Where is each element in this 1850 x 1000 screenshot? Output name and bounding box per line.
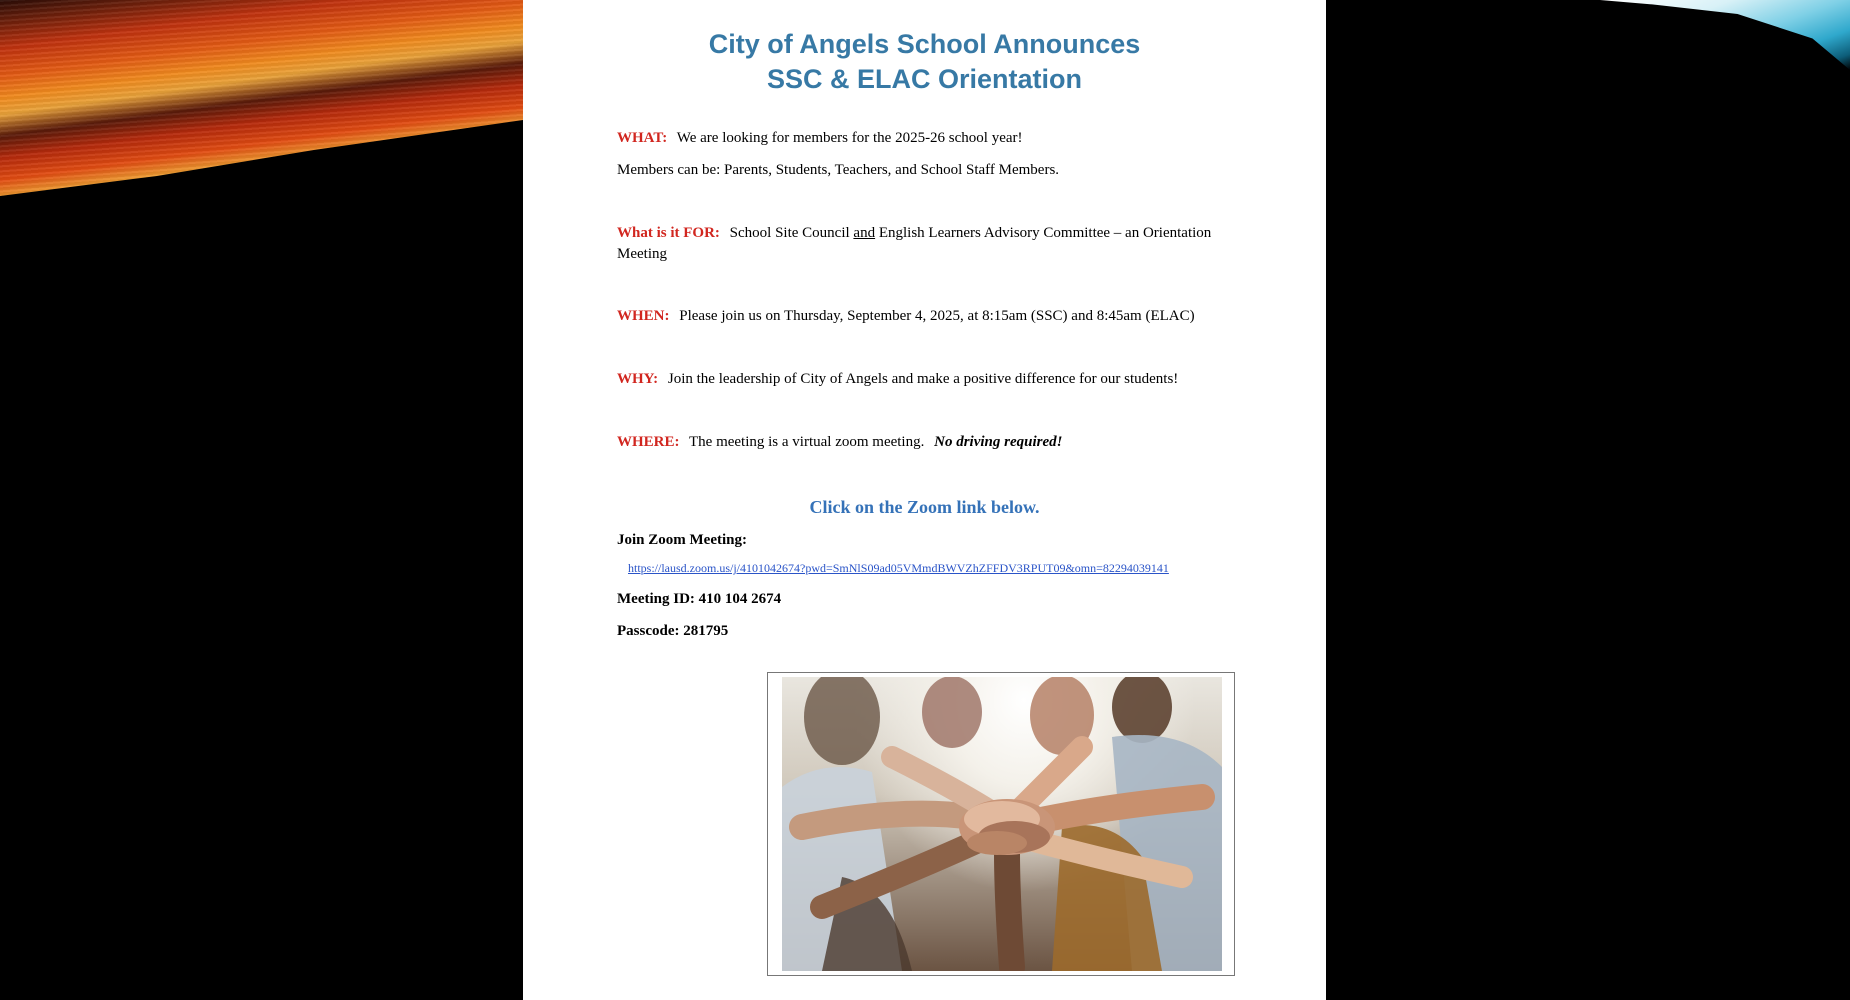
title-line-1: City of Angels School Announces — [708, 29, 1141, 59]
where-label: WHERE: — [617, 434, 680, 450]
what-line — [617, 128, 1257, 149]
meeting-id: Meeting ID: 410 104 2674 — [617, 591, 782, 607]
for-label: What is it FOR: — [617, 225, 720, 241]
stacked-hands-photo — [782, 677, 1222, 971]
join-zoom-label: Join Zoom Meeting: — [617, 532, 747, 548]
what-label: WHAT: — [617, 130, 668, 146]
passcode: Passcode: 281795 — [617, 623, 729, 639]
when-text: Please join us on Thursday, September 4, 2025, at 8:15am (SSC) and 8:45am (ELAC) — [679, 308, 1195, 324]
for-text-2: English Learners Advisory Committee – an Orientation Meeting — [617, 225, 1212, 262]
for-text-and: and — [853, 225, 876, 241]
photo-frame — [767, 672, 1235, 976]
zoom-meeting-link[interactable]: https://lausd.zoom.us/j/4101042674?pwd=SmNlS09ad05VMmdBWVZhZFFDV3RPUT09&omn=82294039141 — [628, 561, 1169, 575]
for-line — [617, 223, 1257, 265]
why-text: Join the leadership of City of Angels and make a positive difference for our students! — [667, 371, 1179, 387]
where-line — [617, 432, 1257, 453]
decorative-swoosh-right — [1600, 0, 1850, 70]
zoom-cta: Click on the Zoom link below. — [809, 497, 1040, 517]
when-line — [617, 306, 1257, 327]
decorative-swoosh-left — [0, 0, 523, 200]
title-line-2: SSC & ELAC Orientation — [766, 64, 1083, 94]
what-text: We are looking for members for the 2025-26 school year! — [676, 130, 1023, 146]
members-line: Members can be: Parents, Students, Teachers, and School Staff Members. — [617, 162, 1060, 178]
where-text: The meeting is a virtual zoom meeting. — [689, 434, 925, 450]
for-text-1: School Site Council — [729, 225, 850, 241]
where-emphasis: No driving required! — [934, 434, 1063, 450]
why-line — [617, 369, 1257, 390]
stacked-hands-illustration — [782, 677, 1222, 971]
when-label: WHEN: — [617, 308, 670, 324]
why-label: WHY: — [617, 371, 659, 387]
flyer-page — [523, 0, 1326, 1000]
